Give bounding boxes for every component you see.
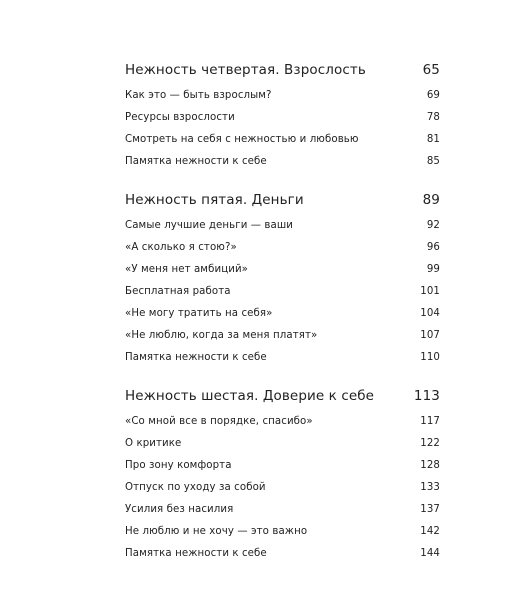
chapter-heading — [125, 388, 440, 410]
toc-section-chapter-6 — [125, 388, 440, 570]
entry-title: «Не могу тратить на себя» — [125, 308, 273, 319]
toc-entry — [125, 526, 440, 548]
toc-section-chapter-5 — [125, 192, 440, 374]
entry-page-number: 117 — [420, 416, 440, 427]
chapter-heading — [125, 192, 440, 214]
entry-page-number: 78 — [426, 112, 440, 123]
entry-title: «У меня нет амбиций» — [125, 264, 249, 275]
entry-page-number: 144 — [420, 548, 440, 559]
chapter-page-number: 65 — [422, 62, 440, 78]
chapter-heading — [125, 62, 440, 84]
entry-title: Ресурсы взрослости — [125, 112, 235, 123]
toc-entry — [125, 286, 440, 308]
entry-page-number: 107 — [420, 330, 440, 341]
toc-entry — [125, 330, 440, 352]
entry-title: «Не люблю, когда за меня платят» — [125, 330, 318, 341]
entry-page-number: 110 — [420, 352, 440, 363]
chapter-page-number: 113 — [413, 388, 440, 404]
entry-page-number: 99 — [426, 264, 440, 275]
entry-page-number: 133 — [420, 482, 440, 493]
entry-page-number: 142 — [420, 526, 440, 537]
toc-entry — [125, 416, 440, 438]
chapter-title: Нежность четвертая. Взрослость — [125, 62, 366, 78]
entry-page-number: 92 — [426, 220, 440, 231]
entry-title: Самые лучшие деньги — ваши — [125, 220, 294, 231]
entry-page-number: 101 — [420, 286, 440, 297]
entry-title: «А сколько я стою?» — [125, 242, 237, 253]
entry-page-number: 137 — [420, 504, 440, 515]
toc-section-chapter-4 — [125, 62, 440, 178]
chapter-page-number: 89 — [422, 192, 440, 208]
entry-page-number: 128 — [420, 460, 440, 471]
entry-title: Про зону комфорта — [125, 460, 232, 471]
toc-entry — [125, 134, 440, 156]
entry-title: «Со мной все в порядке, спасибо» — [125, 416, 313, 427]
entry-title: Памятка нежности к себе — [125, 548, 267, 559]
entry-page-number: 69 — [426, 90, 440, 101]
entry-title: Не люблю и не хочу — это важно — [125, 526, 308, 537]
toc-entry — [125, 90, 440, 112]
toc-entry — [125, 482, 440, 504]
entry-title: Отпуск по уходу за собой — [125, 482, 266, 493]
toc-entry — [125, 220, 440, 242]
toc-entry — [125, 438, 440, 460]
chapter-title: Нежность пятая. Деньги — [125, 192, 304, 208]
entry-page-number: 85 — [426, 156, 440, 167]
toc-entry — [125, 460, 440, 482]
entry-page-number: 122 — [420, 438, 440, 449]
entry-page-number: 81 — [426, 134, 440, 145]
entry-title: О критике — [125, 438, 182, 449]
entry-page-number: 96 — [426, 242, 440, 253]
entry-title: Памятка нежности к себе — [125, 156, 267, 167]
toc-entry — [125, 156, 440, 178]
toc-entry — [125, 242, 440, 264]
entry-title: Как это — быть взрослым? — [125, 90, 272, 101]
chapter-title: Нежность шестая. Доверие к себе — [125, 388, 375, 404]
entry-title: Памятка нежности к себе — [125, 352, 267, 363]
entry-title: Смотреть на себя с нежностью и любовью — [125, 134, 359, 145]
entry-title: Усилия без насилия — [125, 504, 234, 515]
toc-entry — [125, 264, 440, 286]
entry-title: Бесплатная работа — [125, 286, 231, 297]
toc-entry — [125, 308, 440, 330]
toc-entry — [125, 548, 440, 570]
toc-entry — [125, 352, 440, 374]
entry-page-number: 104 — [420, 308, 440, 319]
table-of-contents — [125, 62, 440, 570]
toc-entry — [125, 504, 440, 526]
toc-entry — [125, 112, 440, 134]
